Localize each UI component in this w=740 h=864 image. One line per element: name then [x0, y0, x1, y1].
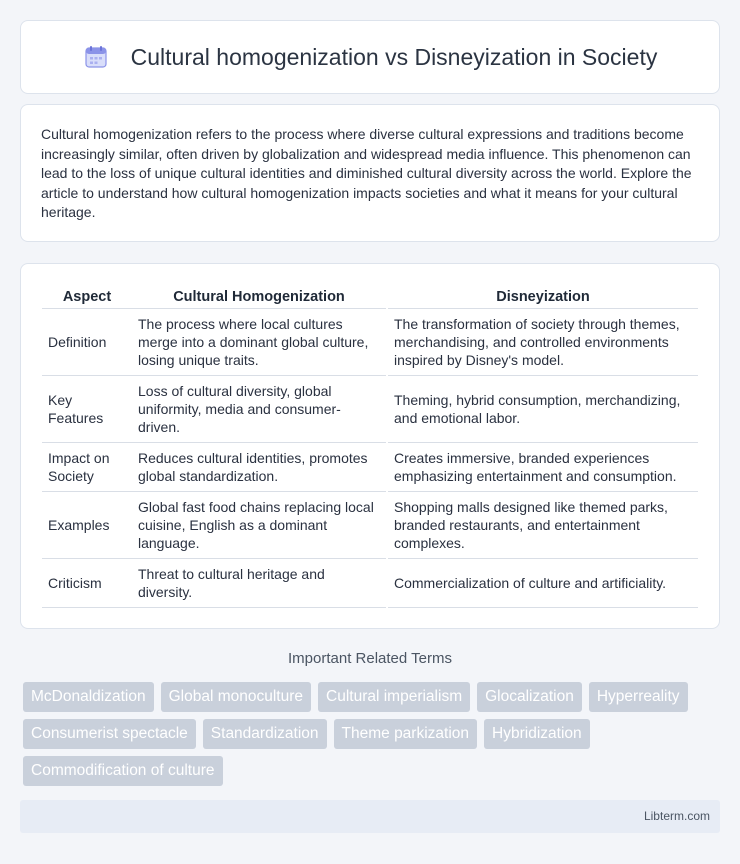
tag-cultural-imperialism[interactable]: Cultural imperialism — [318, 682, 470, 712]
homogenization-cell: The process where local cultures merge into a dominant global culture, losing unique traits. — [132, 308, 387, 375]
table-row — [42, 491, 698, 558]
table-header-row — [42, 284, 698, 308]
tag-consumerist-spectacle[interactable]: Consumerist spectacle — [23, 719, 196, 749]
disneyization-cell: Shopping malls designed like themed parks, branded restaurants, and entertainment complexes. — [387, 491, 698, 558]
disneyization-cell: Theming, hybrid consumption, merchandizing, and emotional labor. — [387, 375, 698, 442]
tag-row — [23, 682, 723, 712]
disneyization-cell: Creates immersive, branded experiences emphasizing entertainment and consumption. — [387, 442, 698, 491]
related-terms-heading: Important Related Terms — [288, 650, 452, 667]
related-terms-list — [23, 682, 723, 793]
disneyization-cell: Commercialization of culture and artificiality. — [387, 558, 698, 607]
comparison-card — [20, 263, 720, 629]
intro-paragraph: Cultural homogenization refers to the process where diverse cultural expressions and traditions become increasingly similar, often driven by globalization and widespread media influence. This phenomenon can lead to the loss of unique cultural identities and diminished cultural diversity across the world. Explore the article to understand how cultural homogenization impacts societies and what it means for your cultural heritage. — [41, 126, 692, 220]
footer-site-link[interactable]: Libterm.com — [643, 809, 710, 823]
aspect-cell: Key Features — [42, 375, 132, 442]
homogenization-cell: Global fast food chains replacing local cuisine, English as a dominant language. — [132, 491, 387, 558]
homogenization-cell: Loss of cultural diversity, global uniformity, media and consumer-driven. — [132, 375, 387, 442]
table-row — [42, 442, 698, 491]
aspect-cell: Criticism — [42, 558, 132, 607]
homogenization-cell: Reduces cultural identities, promotes global standardization. — [132, 442, 387, 491]
tag-row — [23, 756, 723, 786]
tag-hyperreality[interactable]: Hyperreality — [589, 682, 688, 712]
page-title: Cultural homogenization vs Disneyization in Society — [130, 43, 658, 70]
aspect-cell: Impact on Society — [42, 442, 132, 491]
disneyization-cell: The transformation of society through themes, merchandising, and controlled environments inspired by Disney's model. — [387, 308, 698, 375]
aspect-cell: Examples — [42, 491, 132, 558]
table-row — [42, 308, 698, 375]
tag-glocalization[interactable]: Glocalization — [477, 682, 582, 712]
title-card — [20, 20, 720, 94]
tag-theme-parkization[interactable]: Theme parkization — [334, 719, 478, 749]
header-disneyization: Disneyization — [387, 284, 698, 308]
table-row — [42, 375, 698, 442]
tag-hybridization[interactable]: Hybridization — [484, 719, 590, 749]
comparison-table — [42, 284, 698, 608]
header-cultural-homogenization: Cultural Homogenization — [132, 284, 387, 308]
aspect-cell: Definition — [42, 308, 132, 375]
intro-card — [20, 104, 720, 242]
calendar-icon — [83, 44, 109, 70]
homogenization-cell: Threat to cultural heritage and diversity. — [132, 558, 387, 607]
tag-global-monoculture[interactable]: Global monoculture — [161, 682, 311, 712]
header-aspect: Aspect — [42, 284, 132, 308]
tag-standardization[interactable]: Standardization — [203, 719, 327, 749]
footer — [20, 800, 720, 833]
tag-row — [23, 719, 723, 749]
tag-mcdonaldization[interactable]: McDonaldization — [23, 682, 154, 712]
table-row — [42, 558, 698, 607]
tag-commodification-of-culture[interactable]: Commodification of culture — [23, 756, 223, 786]
